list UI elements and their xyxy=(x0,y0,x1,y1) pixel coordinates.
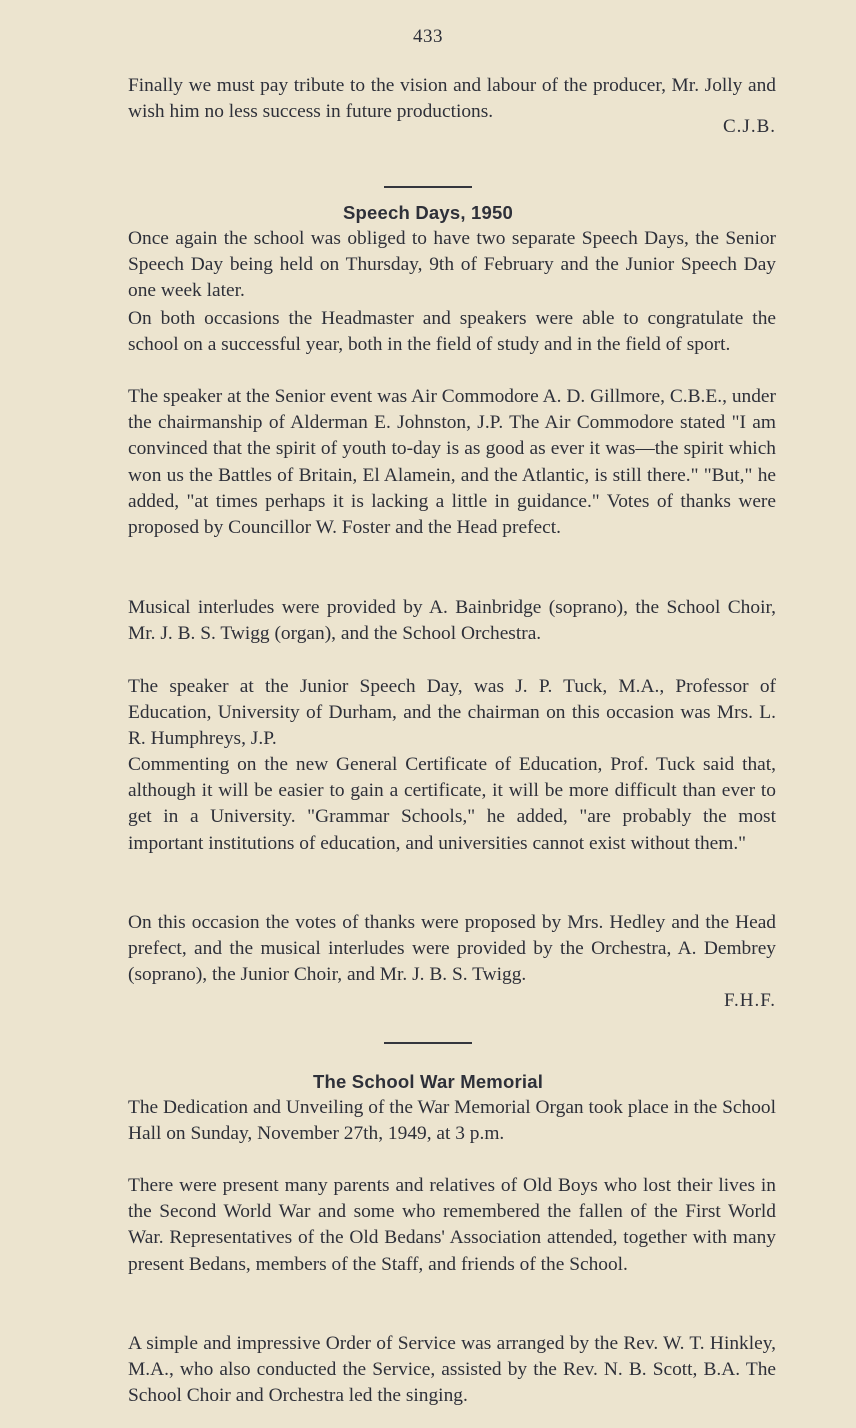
section1-paragraph: On this occasion the votes of thanks were proposed by Mrs. Hedley and the Head prefect, and the musical interludes were provided by the Orchestra, A. Dembrey (soprano), the Junior Choir, and Mr. J. B. S. Twigg. xyxy=(128,912,776,986)
section1-paragraph-7-block xyxy=(128,910,776,989)
section-heading: The School War Memorial xyxy=(312,1071,544,1092)
section2-paragraph: A simple and impressive Order of Service was arranged by the Rev. W. T. Hinkley, M.A., who also conducted the Service, assisted by the Rev. N. B. Scott, B.A. The School Choir and Orchestra led the singing. xyxy=(128,1333,776,1407)
section1-paragraph-1-block xyxy=(128,226,776,305)
section1-signature: F.H.F. xyxy=(723,990,776,1011)
section2-paragraph: There were present many parents and relatives of Old Boys who lost their lives in the Second World War and some who remembered the fallen of the First World War. Representatives of the Old Bedans' Association attended, together with many present Bedans, members of the Staff, and friends of the School. xyxy=(128,1175,776,1275)
section1-paragraph: The speaker at the Senior event was Air Commodore A. D. Gillmore, C.B.E., under the chairmanship of Alderman E. Johnston, J.P. The Air Commodore stated "I am convinced that the spirit of youth to-day is as good as ever it was—the spirit which won us the Battles of Britain, El Alamein, and the Atlantic, is still there." "But," he added, "at times perhaps it is lacking a little in guidance." Votes of thanks were proposed by Councillor W. Foster and the Head prefect. xyxy=(128,386,776,539)
section1-paragraph-5-block xyxy=(128,674,776,753)
section1-paragraph-6-block xyxy=(128,752,776,857)
section-heading: Speech Days, 1950 xyxy=(342,202,513,223)
section1-signature-row xyxy=(128,990,776,1020)
divider xyxy=(384,1042,472,1044)
section1-paragraph-3-block xyxy=(128,384,776,541)
section1-paragraph: The speaker at the Junior Speech Day, was J. P. Tuck, M.A., Professor of Education, University of Durham, and the chairman on this occasion was Mrs. L. R. Humphreys, J.P. xyxy=(128,676,776,750)
section1-paragraph-4-block xyxy=(128,595,776,647)
section2-paragraph-1-block xyxy=(128,1095,776,1147)
page-number: 433 xyxy=(413,26,443,47)
section1-paragraph: Once again the school was obliged to have two separate Speech Days, the Senior Speech Day being held on Thursday, 9th of February and the Junior Speech Day one week later. xyxy=(128,228,776,302)
section2-paragraph: The Dedication and Unveiling of the War Memorial Organ took place in the School Hall on Sunday, November 27th, 1949, at 3 p.m. xyxy=(128,1097,776,1145)
section2-paragraph-2-block xyxy=(128,1173,776,1278)
intro-paragraph: Finally we must pay tribute to the vision and labour of the producer, Mr. Jolly and wish him no less success in future productions. xyxy=(128,75,776,123)
intro-signature: C.J.B. xyxy=(723,116,776,137)
divider xyxy=(384,186,472,188)
intro-signature-row xyxy=(128,116,776,146)
section1-paragraph-2-block xyxy=(128,306,776,358)
section2-paragraph-3-block xyxy=(128,1331,776,1410)
section1-paragraph: On both occasions the Headmaster and speakers were able to congratulate the school on a successful year, both in the field of study and in the field of sport. xyxy=(128,308,776,356)
section1-paragraph: Commenting on the new General Certificate of Education, Prof. Tuck said that, although it will be easier to gain a certificate, it will be more difficult than ever to get in a University. "Grammar Schools," he added, "are probably the most important institutions of education, and universities cannot exist without them." xyxy=(128,754,776,854)
section1-paragraph: Musical interludes were provided by A. Bainbridge (soprano), the School Choir, Mr. J. B. S. Twigg (organ), and the School Orchestra. xyxy=(128,597,776,645)
